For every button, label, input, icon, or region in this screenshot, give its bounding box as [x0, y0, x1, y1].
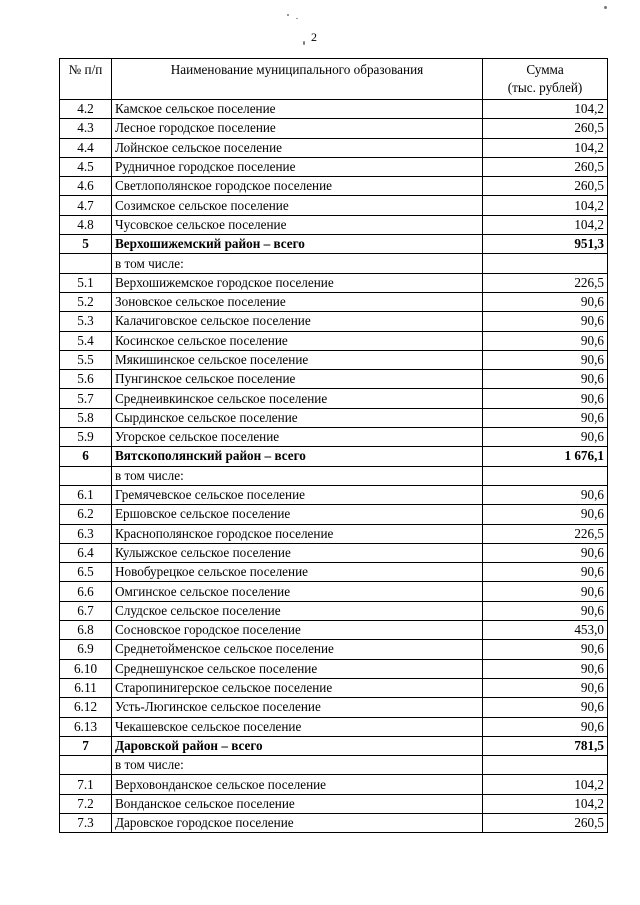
- cell-sum: 1 676,1: [483, 447, 608, 466]
- cell-sum: 453,0: [483, 621, 608, 640]
- table-row: [60, 717, 608, 736]
- cell-num: 6.13: [60, 717, 112, 736]
- cell-name: Камское сельское поселение: [112, 100, 483, 119]
- table-row: [60, 775, 608, 794]
- cell-name: Калачиговское сельское поселение: [112, 312, 483, 331]
- table-header-row: [60, 59, 608, 100]
- table-row: [60, 466, 608, 485]
- cell-name: Сырдинское сельское поселение: [112, 408, 483, 427]
- header-sum-line1: Сумма: [526, 62, 564, 77]
- table-row: [60, 640, 608, 659]
- cell-sum: 951,3: [483, 235, 608, 254]
- cell-num: 6.3: [60, 524, 112, 543]
- cell-num: 6.7: [60, 601, 112, 620]
- cell-sum: 90,6: [483, 563, 608, 582]
- table-body: [60, 100, 608, 833]
- table-row: [60, 428, 608, 447]
- cell-name: Верхошижемский район – всего: [112, 235, 483, 254]
- cell-num: 4.7: [60, 196, 112, 215]
- scan-speck: [296, 18, 298, 19]
- table-row: [60, 756, 608, 775]
- cell-num: 6.12: [60, 698, 112, 717]
- cell-num: [60, 756, 112, 775]
- cell-num: 6.11: [60, 678, 112, 697]
- table-row: [60, 138, 608, 157]
- table-row: [60, 582, 608, 601]
- cell-num: 7.1: [60, 775, 112, 794]
- cell-name: Косинское сельское поселение: [112, 331, 483, 350]
- cell-sum: 226,5: [483, 524, 608, 543]
- cell-sum: 90,6: [483, 640, 608, 659]
- cell-num: 7.3: [60, 813, 112, 832]
- cell-name: Чекашевское сельское поселение: [112, 717, 483, 736]
- table-row: [60, 563, 608, 582]
- cell-sum: 90,6: [483, 505, 608, 524]
- cell-num: 4.2: [60, 100, 112, 119]
- cell-name: Сосновское городское поселение: [112, 621, 483, 640]
- cell-name: Созимское сельское поселение: [112, 196, 483, 215]
- cell-sum: [483, 466, 608, 485]
- header-sum-line2: (тыс. рублей): [507, 80, 583, 95]
- table-row: [60, 659, 608, 678]
- table-row: [60, 312, 608, 331]
- cell-sum: 90,6: [483, 582, 608, 601]
- header-name: Наименование муниципального образования: [112, 59, 483, 100]
- table-row: [60, 621, 608, 640]
- cell-num: 7: [60, 736, 112, 755]
- cell-num: 5.8: [60, 408, 112, 427]
- cell-sum: 104,2: [483, 775, 608, 794]
- table-row: [60, 215, 608, 234]
- table-row: [60, 408, 608, 427]
- cell-num: 6.1: [60, 485, 112, 504]
- table-row: [60, 292, 608, 311]
- table-row: [60, 273, 608, 292]
- cell-sum: 90,6: [483, 543, 608, 562]
- cell-num: 6.2: [60, 505, 112, 524]
- cell-sum: 90,6: [483, 717, 608, 736]
- cell-sum: 90,6: [483, 601, 608, 620]
- table-row: [60, 813, 608, 832]
- table-row: [60, 254, 608, 273]
- cell-sum: 90,6: [483, 698, 608, 717]
- table-row: [60, 350, 608, 369]
- table-row: [60, 447, 608, 466]
- table-row: [60, 543, 608, 562]
- cell-name: Мякишинское сельское поселение: [112, 350, 483, 369]
- cell-name: Омгинское сельское поселение: [112, 582, 483, 601]
- cell-sum: 90,6: [483, 659, 608, 678]
- table-row: [60, 389, 608, 408]
- cell-sum: 90,6: [483, 370, 608, 389]
- header-num: № п/п: [60, 59, 112, 100]
- cell-num: 4.6: [60, 177, 112, 196]
- cell-num: 4.8: [60, 215, 112, 234]
- cell-num: 6.10: [60, 659, 112, 678]
- cell-name: Новобурецкое сельское поселение: [112, 563, 483, 582]
- cell-num: 4.5: [60, 157, 112, 176]
- page-number: 2: [311, 30, 317, 44]
- cell-name: Даровской район – всего: [112, 736, 483, 755]
- allocation-table: [59, 58, 608, 833]
- table-row: [60, 794, 608, 813]
- cell-name: Среднешунское сельское поселение: [112, 659, 483, 678]
- cell-num: 4.3: [60, 119, 112, 138]
- cell-sum: 104,2: [483, 196, 608, 215]
- cell-sum: 90,6: [483, 485, 608, 504]
- cell-sum: 104,2: [483, 215, 608, 234]
- table-row: [60, 331, 608, 350]
- cell-sum: 104,2: [483, 138, 608, 157]
- cell-name: в том числе:: [112, 254, 483, 273]
- scan-speck: [604, 6, 607, 9]
- cell-num: 5.9: [60, 428, 112, 447]
- cell-name: Пунгинское сельское поселение: [112, 370, 483, 389]
- cell-name: Светлополянское городское поселение: [112, 177, 483, 196]
- cell-name: Рудничное городское поселение: [112, 157, 483, 176]
- table-row: [60, 177, 608, 196]
- table-row: [60, 119, 608, 138]
- table-row: [60, 736, 608, 755]
- cell-name: Верхошижемское городское поселение: [112, 273, 483, 292]
- cell-num: 6: [60, 447, 112, 466]
- cell-num: 5.7: [60, 389, 112, 408]
- cell-name: Чусовское сельское поселение: [112, 215, 483, 234]
- cell-num: 5.6: [60, 370, 112, 389]
- cell-num: 5.1: [60, 273, 112, 292]
- cell-sum: 90,6: [483, 312, 608, 331]
- cell-num: 4.4: [60, 138, 112, 157]
- cell-num: 5: [60, 235, 112, 254]
- header-sum: [483, 59, 608, 100]
- cell-num: 7.2: [60, 794, 112, 813]
- cell-num: 6.8: [60, 621, 112, 640]
- table-row: [60, 100, 608, 119]
- cell-num: 5.5: [60, 350, 112, 369]
- cell-name: Лойнское сельское поселение: [112, 138, 483, 157]
- cell-sum: 90,6: [483, 292, 608, 311]
- cell-num: 6.5: [60, 563, 112, 582]
- cell-num: 6.6: [60, 582, 112, 601]
- cell-sum: 260,5: [483, 119, 608, 138]
- cell-num: 6.4: [60, 543, 112, 562]
- cell-name: Слудское сельское поселение: [112, 601, 483, 620]
- cell-name: Зоновское сельское поселение: [112, 292, 483, 311]
- table-row: [60, 196, 608, 215]
- table-row: [60, 157, 608, 176]
- cell-num: 5.2: [60, 292, 112, 311]
- cell-sum: 104,2: [483, 794, 608, 813]
- cell-sum: 90,6: [483, 428, 608, 447]
- table-row: [60, 235, 608, 254]
- cell-sum: [483, 254, 608, 273]
- table-row: [60, 524, 608, 543]
- cell-name: Краснополянское городское поселение: [112, 524, 483, 543]
- cell-name: Среднеивкинское сельское поселение: [112, 389, 483, 408]
- cell-name: в том числе:: [112, 756, 483, 775]
- cell-sum: 90,6: [483, 350, 608, 369]
- cell-name: Лесное городское поселение: [112, 119, 483, 138]
- cell-num: 6.9: [60, 640, 112, 659]
- scan-speck: [303, 41, 305, 45]
- cell-name: Даровское городское поселение: [112, 813, 483, 832]
- cell-sum: 104,2: [483, 100, 608, 119]
- cell-sum: 260,5: [483, 813, 608, 832]
- cell-name: Старопинигерское сельское поселение: [112, 678, 483, 697]
- cell-sum: 90,6: [483, 678, 608, 697]
- cell-num: 5.3: [60, 312, 112, 331]
- cell-sum: 90,6: [483, 408, 608, 427]
- cell-sum: 226,5: [483, 273, 608, 292]
- cell-name: в том числе:: [112, 466, 483, 485]
- cell-num: [60, 254, 112, 273]
- cell-sum: 260,5: [483, 157, 608, 176]
- cell-name: Ершовское сельское поселение: [112, 505, 483, 524]
- cell-name: Угорское сельское поселение: [112, 428, 483, 447]
- cell-name: Вятскополянский район – всего: [112, 447, 483, 466]
- cell-sum: 260,5: [483, 177, 608, 196]
- cell-sum: 781,5: [483, 736, 608, 755]
- cell-name: Усть-Люгинское сельское поселение: [112, 698, 483, 717]
- cell-sum: [483, 756, 608, 775]
- table-row: [60, 505, 608, 524]
- table-row: [60, 370, 608, 389]
- cell-name: Кулыжское сельское поселение: [112, 543, 483, 562]
- cell-num: [60, 466, 112, 485]
- scan-speck: [287, 14, 289, 16]
- cell-sum: 90,6: [483, 331, 608, 350]
- cell-num: 5.4: [60, 331, 112, 350]
- table-row: [60, 698, 608, 717]
- table-row: [60, 601, 608, 620]
- cell-name: Гремячевское сельское поселение: [112, 485, 483, 504]
- cell-name: Среднетойменское сельское поселение: [112, 640, 483, 659]
- cell-sum: 90,6: [483, 389, 608, 408]
- cell-name: Вонданское сельское поселение: [112, 794, 483, 813]
- table-row: [60, 678, 608, 697]
- table-row: [60, 485, 608, 504]
- cell-name: Верховонданское сельское поселение: [112, 775, 483, 794]
